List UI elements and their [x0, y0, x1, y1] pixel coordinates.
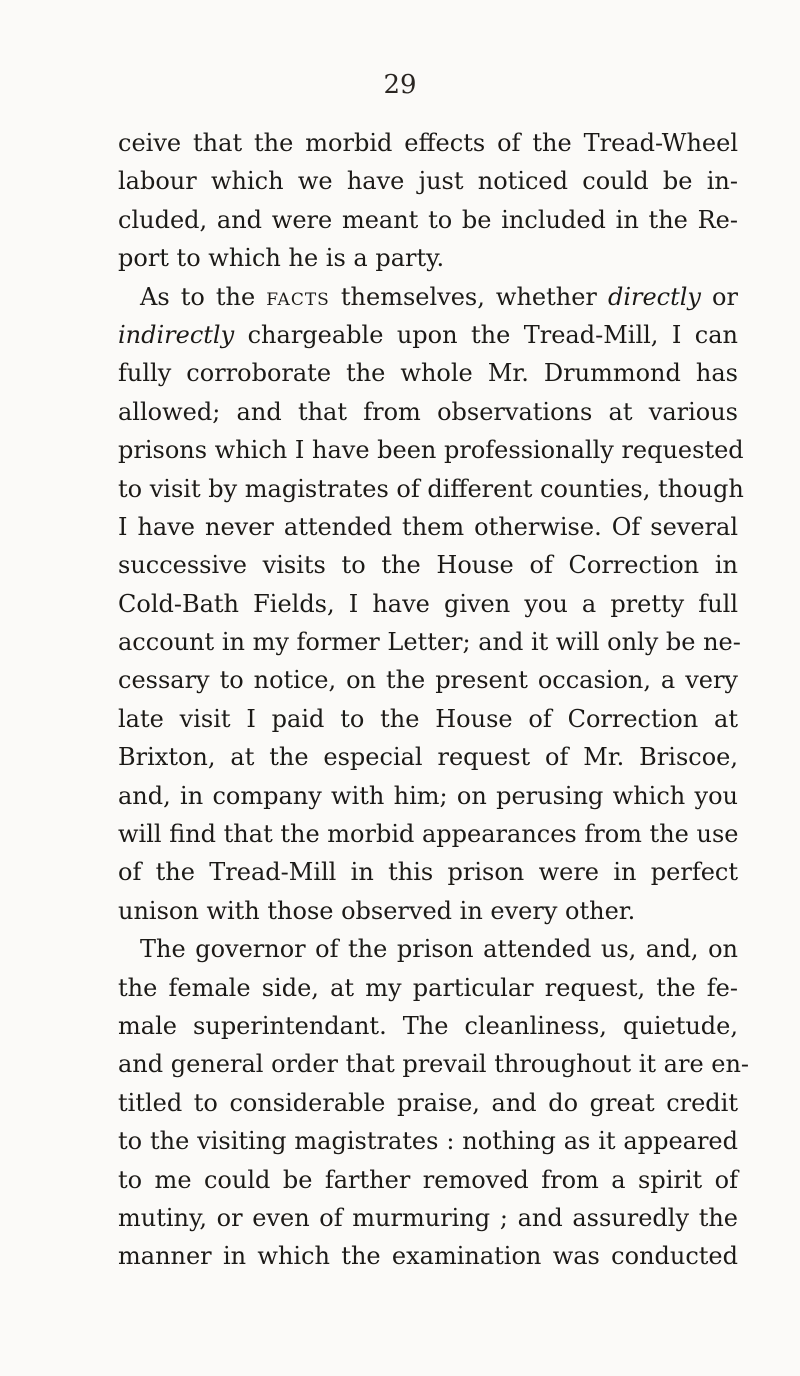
text-run: titled to considerable praise, and do great credit [118, 1088, 738, 1117]
text-run: and, in company with him; on perusing which you [118, 781, 738, 810]
text-run: As to the [140, 282, 267, 311]
text-run: Cold-Bath Fields, I have given you a pretty full [118, 589, 738, 618]
text-line [118, 1084, 738, 1122]
italic-text: directly [607, 282, 701, 311]
text-line [118, 431, 744, 469]
text-run: late visit I paid to the House of Correction at [118, 704, 738, 733]
text-run: to me could be farther removed from a spirit of [118, 1165, 738, 1194]
page-number: 29 [383, 70, 417, 100]
text-run: cluded, and were meant to be included in the Re- [118, 205, 738, 234]
text-run: The governor of the prison attended us, and, on [140, 935, 738, 964]
text-run: will find that the morbid appearances from the use [118, 820, 739, 849]
text-run: Brixton, at the especial request of Mr. Briscoe, [118, 743, 738, 772]
text-line [118, 124, 738, 162]
text-line [118, 1045, 750, 1083]
text-run: I have never attended them otherwise. Of several [118, 512, 738, 541]
text-line [118, 1237, 738, 1275]
text-line [118, 1007, 738, 1045]
text-line [118, 162, 738, 200]
text-line [118, 623, 741, 661]
body-text [118, 124, 750, 1276]
text-run: ceive that the morbid effects of the Tread-Wheel [118, 129, 738, 157]
text-run: male superintendant. The cleanliness, quietude, [118, 1011, 738, 1040]
text-run: themselves, whether [329, 282, 608, 311]
text-run: successive visits to the House of Correction in [118, 551, 738, 580]
text-run: and general order that prevail throughout it are en- [118, 1050, 750, 1079]
text-run: to visit by magistrates of different counties, though [118, 474, 744, 503]
text-run: allowed; and that from observations at various [118, 397, 738, 426]
text-line [118, 546, 738, 584]
text-line [118, 470, 744, 508]
text-line [118, 969, 738, 1007]
text-run: prisons which I have been professionally requested [118, 436, 744, 465]
text-run: labour which we have just noticed could be in- [118, 167, 738, 196]
text-line [118, 892, 738, 930]
text-line [118, 393, 738, 431]
text-run: account in my former Letter; and it will only be ne- [118, 628, 741, 657]
text-line [118, 585, 738, 623]
text-line [118, 777, 738, 815]
text-line [118, 1161, 738, 1199]
text-run: mutiny, or even of murmuring ; and assuredly the [118, 1203, 738, 1232]
text-run: of the Tread-Mill in this prison were in perfect [118, 858, 738, 887]
text-line [118, 1199, 738, 1237]
text-run: or [701, 282, 738, 311]
text-line [118, 278, 738, 316]
text-line [118, 738, 738, 776]
text-run: unison with those observed in every other. [118, 896, 636, 925]
text-line [118, 700, 738, 738]
text-run: cessary to notice, on the present occasion, a very [118, 666, 738, 695]
text-line [118, 201, 738, 239]
text-line [118, 239, 738, 277]
text-run: chargeable upon the Tread-Mill, I can [234, 320, 738, 349]
text-run: port to which he is a party. [118, 244, 445, 273]
text-line [118, 661, 738, 699]
text-line [118, 815, 738, 853]
text-line [118, 316, 738, 354]
text-run: the female side, at my particular request, the fe- [118, 973, 738, 1002]
text-run: fully corroborate the whole Mr. Drummond has [118, 359, 738, 388]
text-line [118, 853, 738, 891]
text-line [118, 1122, 738, 1160]
text-run: to the visiting magistrates : nothing as it appeared [118, 1127, 738, 1156]
text-line [118, 930, 738, 968]
text-run: manner in which the examination was conducted [118, 1242, 738, 1271]
text-line [118, 508, 738, 546]
italic-text: indirectly [118, 320, 235, 349]
text-line [118, 354, 738, 392]
small-caps-text: facts [266, 282, 330, 311]
